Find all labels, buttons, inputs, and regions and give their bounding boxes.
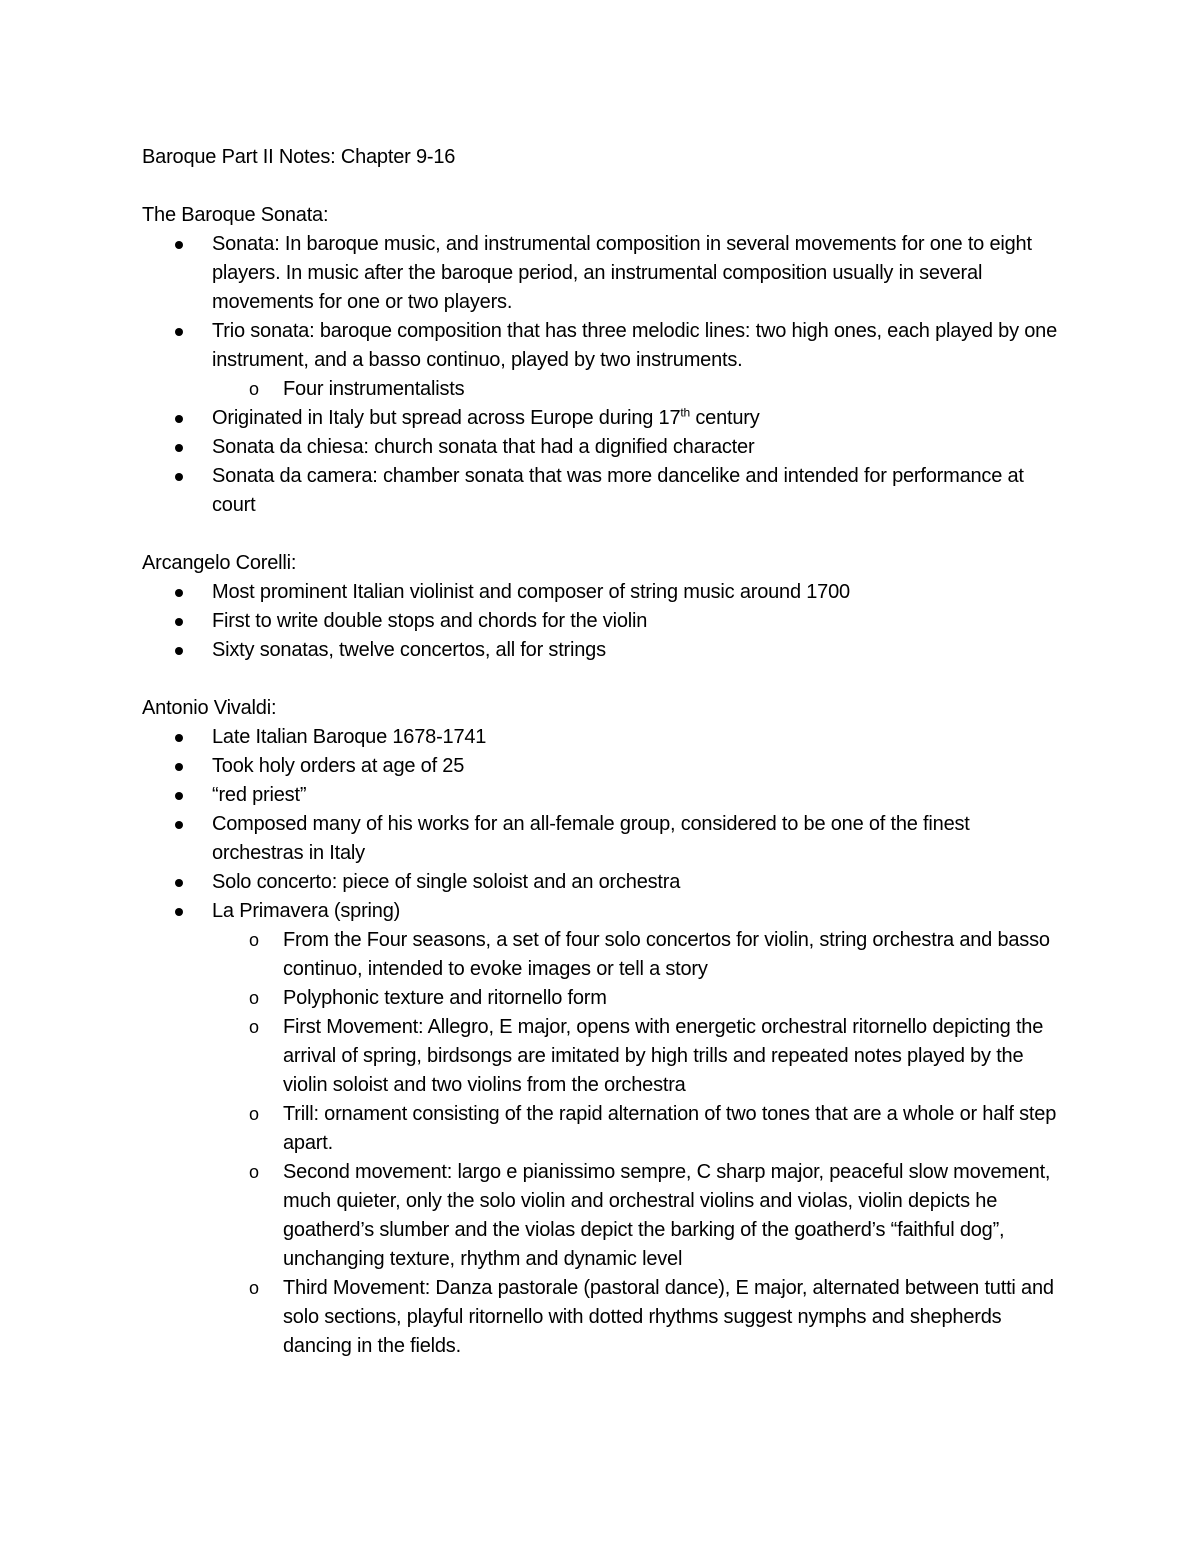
circle-bullet-icon: o [249, 1162, 259, 1182]
bullet-icon [175, 763, 183, 771]
list-item: Sonata da chiesa: church sonata that had a dignified character [142, 433, 1062, 462]
bullet-icon [175, 328, 183, 336]
sub-list-item: o From the Four seasons, a set of four solo concertos for violin, string orchestra and basso continuo, intended to evoke images or tell a story [142, 926, 1062, 984]
circle-bullet-icon: o [249, 1017, 259, 1037]
bullet-icon [175, 734, 183, 742]
bullet-icon [175, 444, 183, 452]
sub-list-item: o Trill: ornament consisting of the rapid alternation of two tones that are a whole or half step apart. [142, 1100, 1062, 1158]
circle-bullet-icon: o [249, 1278, 259, 1298]
spacer [142, 665, 1062, 694]
bullet-icon [175, 908, 183, 916]
list-item: Sonata da camera: chamber sonata that was more dancelike and intended for performance at court [142, 462, 1062, 520]
list-item: Sixty sonatas, twelve concertos, all for strings [142, 636, 1062, 665]
spacer [142, 520, 1062, 549]
bullet-icon [175, 879, 183, 887]
circle-bullet-icon: o [249, 930, 259, 950]
list-item: Sonata: In baroque music, and instrumental composition in several movements for one to eight players. In music after the baroque period, an instrumental composition usually in several movements for one or two players. [142, 230, 1062, 317]
circle-bullet-icon: o [249, 379, 259, 399]
document-body [142, 143, 1062, 1361]
section-heading-corelli: Arcangelo Corelli: [142, 552, 297, 574]
bullet-icon [175, 618, 183, 626]
circle-bullet-icon: o [249, 988, 259, 1008]
bullet-list-vivaldi [142, 723, 1062, 1361]
section-heading-vivaldi: Antonio Vivaldi: [142, 697, 277, 719]
sub-list-item: o Third Movement: Danza pastorale (pastoral dance), E major, alternated between tutti and solo sections, playful ritornello with dotted rhythms suggest nymphs and shepherds dancing in the fields. [142, 1274, 1062, 1361]
bullet-icon [175, 647, 183, 655]
circle-bullet-icon: o [249, 1104, 259, 1124]
list-item: Originated in Italy but spread across Europe during 17th century [142, 404, 1062, 433]
sub-list-item: o Four instrumentalists [142, 375, 1062, 404]
bullet-icon [175, 589, 183, 597]
sub-list-item: o Polyphonic texture and ritornello form [142, 984, 1062, 1013]
bullet-icon [175, 241, 183, 249]
list-item: Most prominent Italian violinist and composer of string music around 1700 [142, 578, 1062, 607]
list-item: First to write double stops and chords for the violin [142, 607, 1062, 636]
bullet-icon [175, 415, 183, 423]
list-item: Late Italian Baroque 1678-1741 [142, 723, 1062, 752]
list-item: Took holy orders at age of 25 [142, 752, 1062, 781]
list-item: Trio sonata: baroque composition that has three melodic lines: two high ones, each played by one instrument, and a basso continuo, played by two instruments. [142, 317, 1062, 375]
spacer [142, 172, 1062, 201]
section-heading-baroque-sonata: The Baroque Sonata: [142, 204, 329, 226]
list-item: La Primavera (spring) [142, 897, 1062, 926]
sub-list-item: o First Movement: Allegro, E major, opens with energetic orchestral ritornello depicting the arrival of spring, birdsongs are imitated by high trills and repeated notes played by the violin soloist and two violins from the orchestra [142, 1013, 1062, 1100]
list-item: Composed many of his works for an all-female group, considered to be one of the finest orchestras in Italy [142, 810, 1062, 868]
bullet-icon [175, 473, 183, 481]
sub-list-item: o Second movement: largo e pianissimo sempre, C sharp major, peaceful slow movement, much quieter, only the solo violin and orchestral violins and violas, violin depicts he goatherd’s slumber and the violas depict the barking of the goatherd’s “faithful dog”, unchanging texture, rhythm and dynamic level [142, 1158, 1062, 1274]
bullet-list-baroque-sonata [142, 230, 1062, 520]
bullet-icon [175, 792, 183, 800]
list-item: “red priest” [142, 781, 1062, 810]
bullet-list-corelli [142, 578, 1062, 665]
list-item: Solo concerto: piece of single soloist and an orchestra [142, 868, 1062, 897]
bullet-icon [175, 821, 183, 829]
document-title: Baroque Part II Notes: Chapter 9-16 [142, 146, 456, 168]
